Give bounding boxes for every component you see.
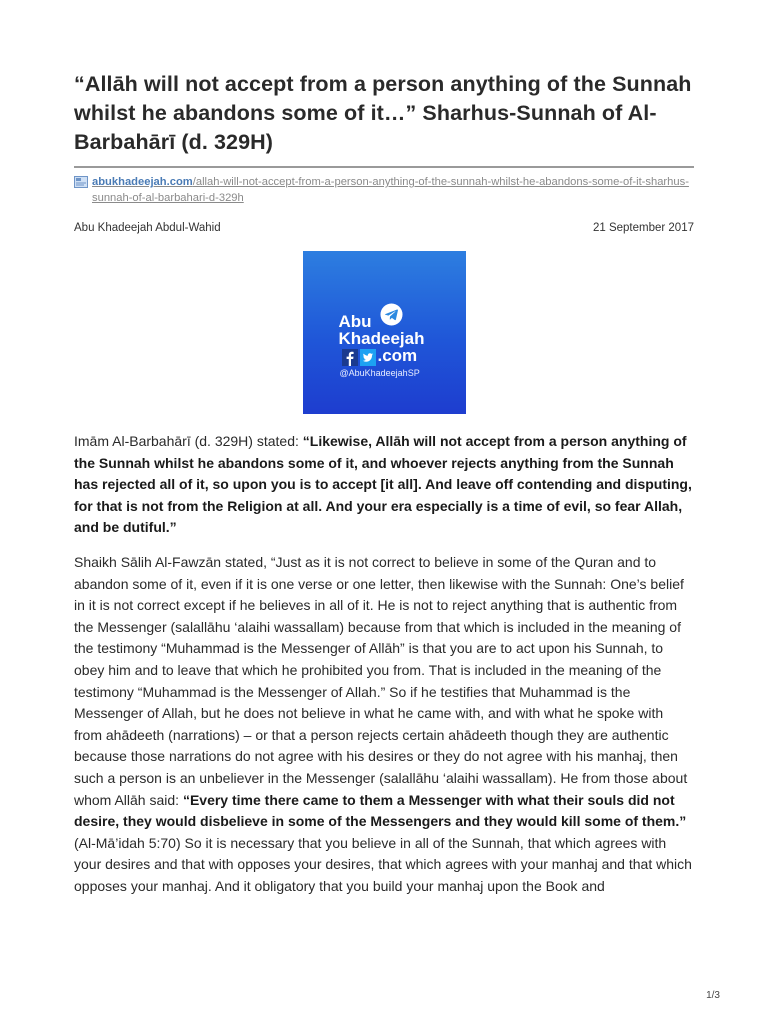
publish-date: 21 September 2017 — [592, 222, 694, 234]
p1-intro: Imām Al-Barbahārī (d. 329H) stated: — [74, 433, 303, 449]
article-meta — [74, 222, 694, 234]
article-title: “Allāh will not accept from a person anything of the Sunnah whilst he abandons some of it…” Sharhus-Sunnah of Al-Barbahārī (d. 329H) — [74, 72, 692, 154]
p2-quote: “Every time there came to them a Messenger with what their souls did not desire, they would disbelieve in some of the Messengers and they would kill some of them.” — [74, 791, 687, 830]
abukhadeejah-logo — [303, 251, 466, 414]
logo-line-2: Khadeejah — [338, 329, 425, 348]
paragraph-2 — [74, 552, 694, 898]
telegram-icon — [380, 303, 403, 326]
logo-container — [74, 251, 694, 414]
paragraph-1 — [74, 431, 694, 539]
article-page — [74, 70, 694, 910]
source-domain: abukhadeejah.com — [92, 176, 193, 188]
link-favicon-icon — [74, 176, 88, 188]
source-link-row — [74, 174, 694, 206]
title-divider — [74, 166, 694, 168]
logo-line-1: Abu — [338, 312, 372, 331]
logo-line-3: .com — [377, 346, 418, 365]
twitter-icon — [360, 349, 376, 366]
p1-quote: “Likewise, Allāh will not accept from a person anything of the Sunnah whilst he abandons some of it, and whoever rejects anything from the Sunnah has rejected all of it, so upon you is to accept [it all]. And leave off contending and disputing, for that is not from the Religion at all. And your era especially is a time of evil, so fear Allah, and be dutiful.” — [74, 433, 692, 536]
author-name: Abu Khadeejah Abdul-Wahid — [74, 222, 221, 234]
p2-rest: (Al-Mā’idah 5:70) So it is necessary that you believe in all of the Sunnah, that which agrees with your desires and that with opposes your desires, that which agrees with your manhaj and that which opposes your manhaj. And it obligatory that you build your manhaj upon the Book and — [74, 834, 692, 894]
p2-text: Shaikh Sālih Al-Fawzān stated, “Just as it is not correct to believe in some of the Quran and to abandon some of it, even if it is one verse or one letter, then likewise with the Sunnah: One’s belief in it is not correct except if he believes in all of it. He is not to reject anything that is authentic from the Messenger (salallāhu ‘alaihi wassallam) because from that which is included in the meaning of the testimony “Muhammad is the Messenger of Allāh” is that you are to act upon his Sunnah, to obey him and to leave that which he prohibited you from. That is included in the meaning of the testimony “Muhammad is the Messenger of Allah.” So if he testifies that Muhammad is the Messenger of Allah, but he does not believe in what he came with, and with what he spoke with from ahādeeth (narrations) – or that a person rejects certain ahādeeth though they are authentic because those narrations do not agree with his desires or they do not agree with his manhaj, then such a person is an unbeliever in the Messenger (salallāhu ‘alaihi wassallam). He from those about whom Allāh said: — [74, 553, 688, 808]
article-body — [74, 431, 694, 897]
logo-handle: @AbuKhadeejahSP — [339, 368, 420, 378]
page-number: 1/3 — [706, 990, 720, 1001]
facebook-icon — [342, 349, 358, 366]
source-path: /allah-will-not-accept-from-a-person-anything-of-the-sunnah-whilst-he-abandons-some-of-it-sharhus-sunnah-of-al-barbahari-d-329h — [92, 176, 689, 204]
source-url-link[interactable] — [92, 176, 689, 204]
